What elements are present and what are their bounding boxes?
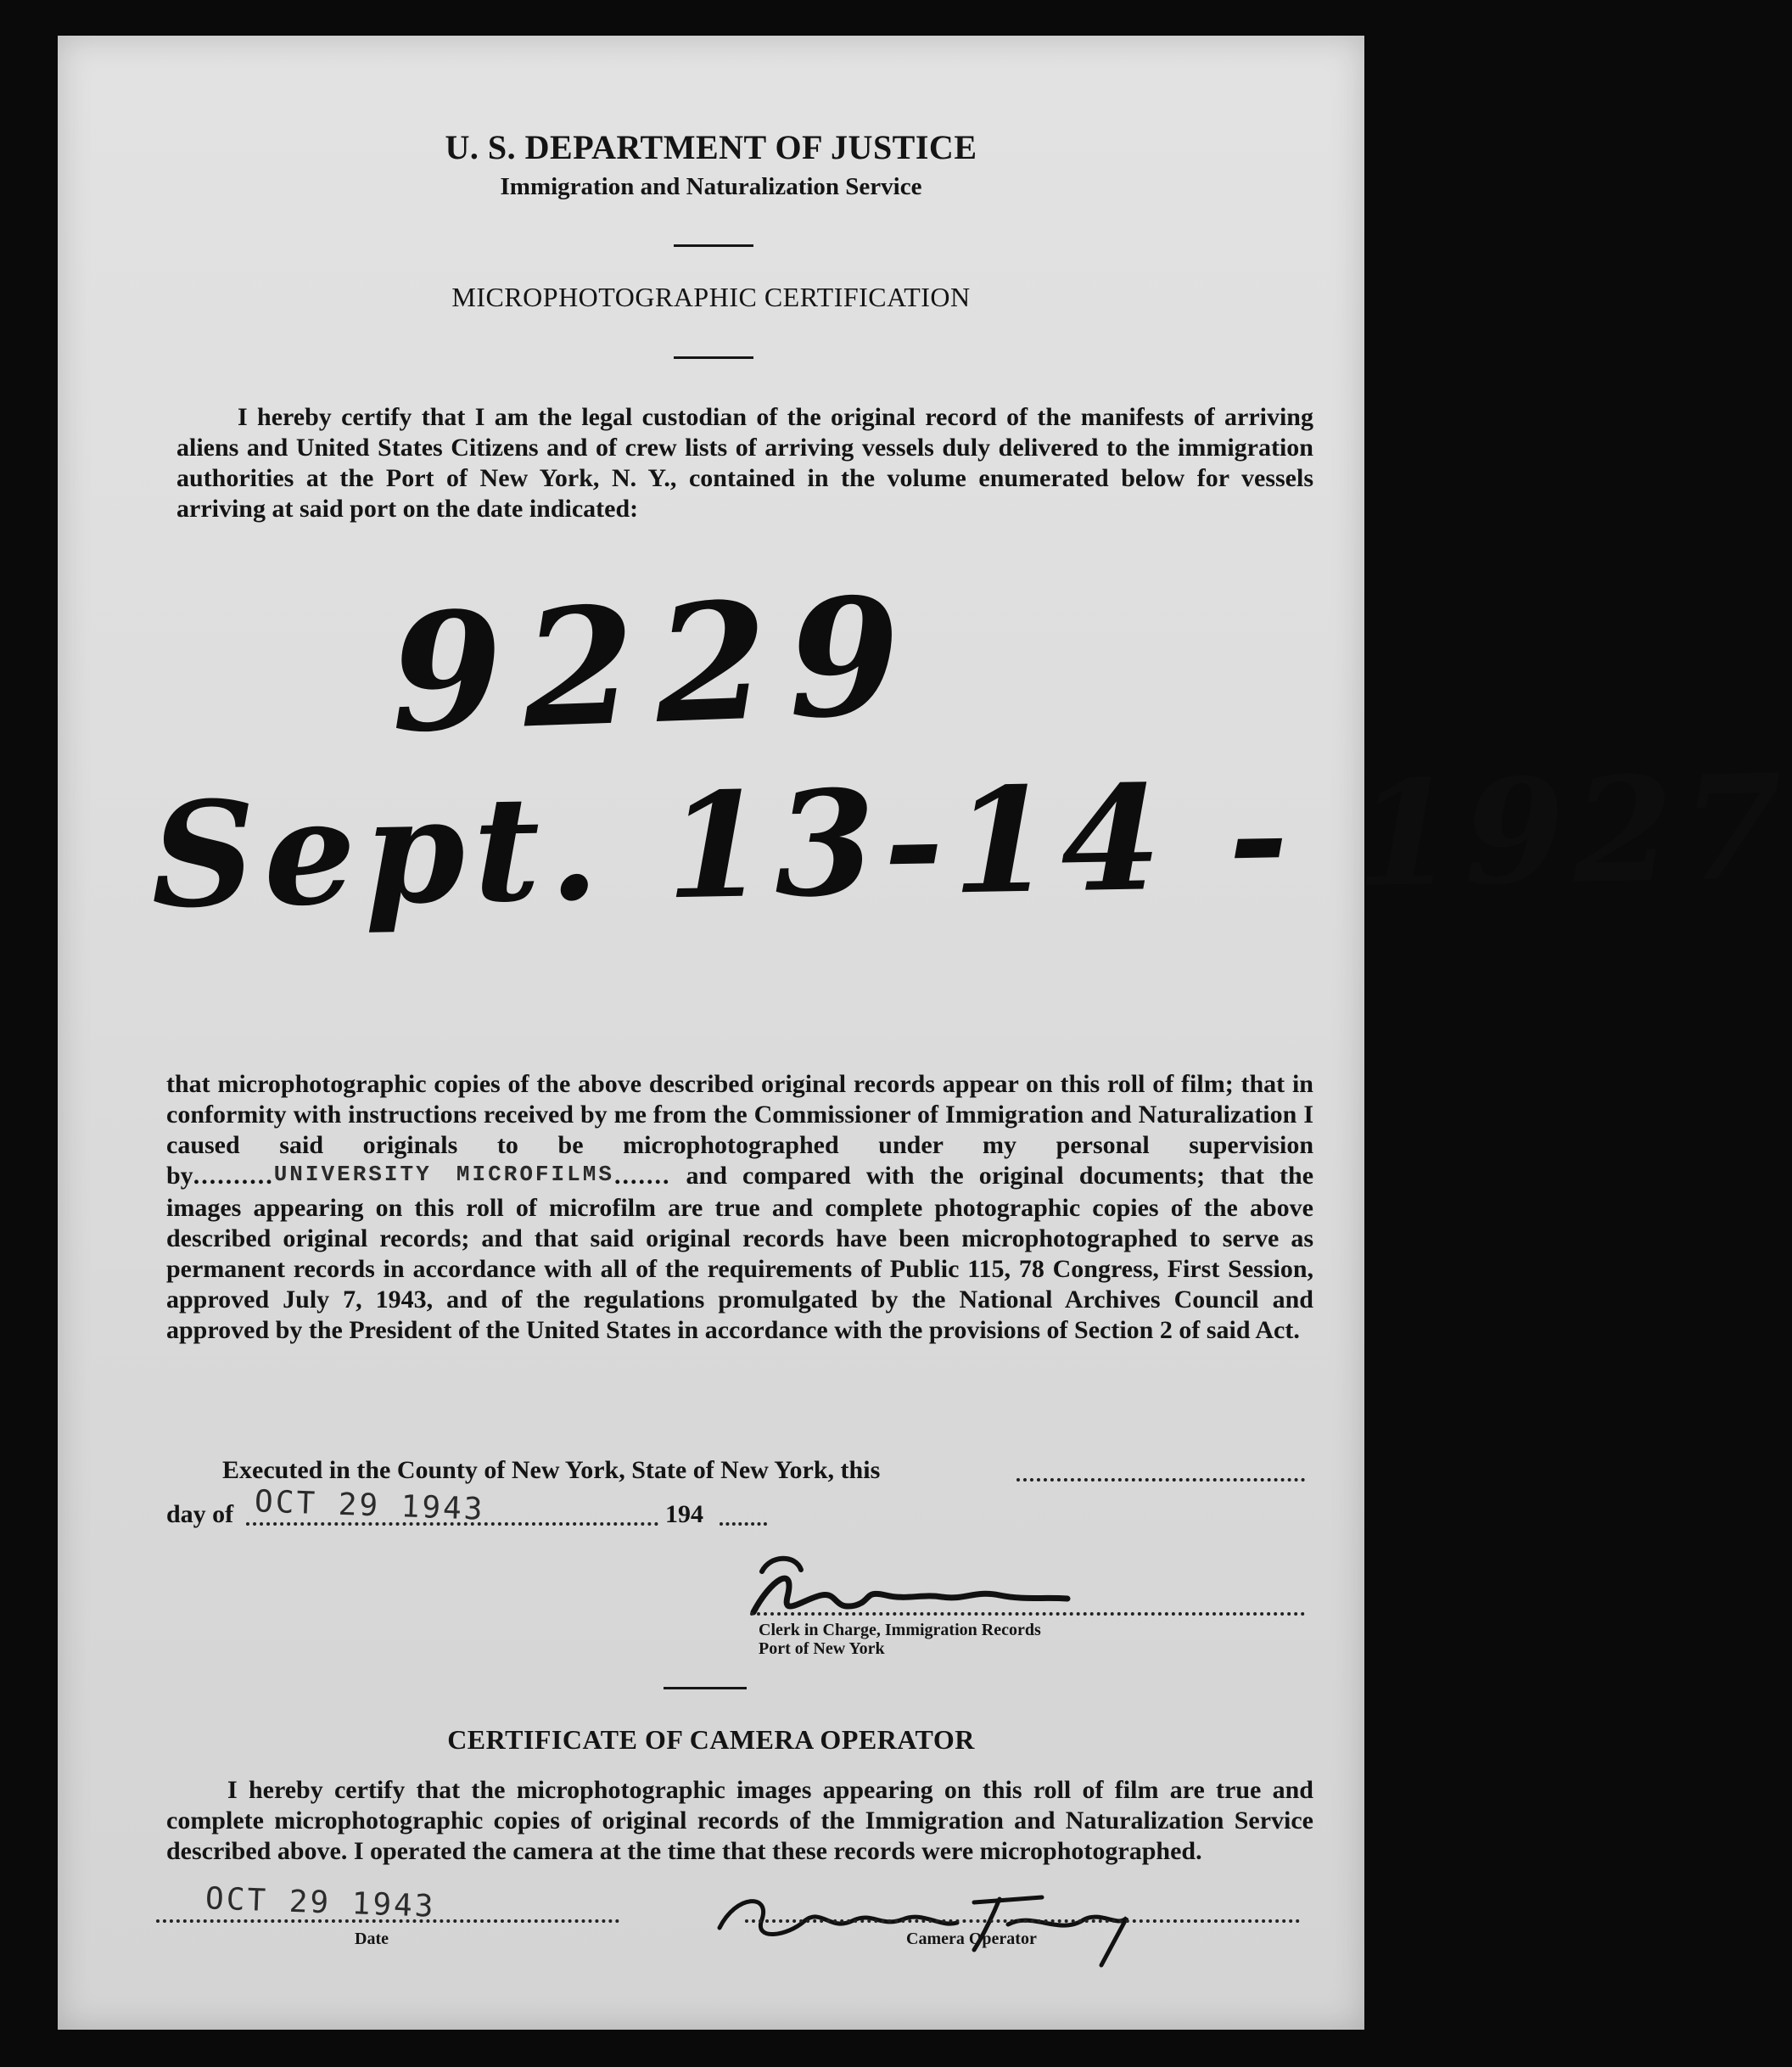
operator-date-stamp: OCT 29 1943: [204, 1881, 437, 1924]
year-label: [665, 1500, 703, 1529]
clerk-title: Clerk in Charge, Immigration Records: [759, 1621, 1041, 1639]
date-stamp: OCT 29 1943: [254, 1484, 486, 1527]
typed-company-name: UNIVERSITY MICROFILMS: [273, 1162, 614, 1187]
dotted-line: [1016, 1478, 1305, 1482]
day-of-label: day of: [166, 1500, 234, 1528]
service-subtitle: Immigration and Naturalization Service: [500, 173, 922, 200]
custodian-statement: I hereby certify that I am the legal custodian of the original record of the manifests of arriving aliens and United States Citizens and of crew lists of arriving vessels duly delivered to the immigration authorities at the Port of New York, N. Y., contained in the volume enumerated below for vessels arriving at said port on the date indicated:: [176, 403, 1313, 523]
operator-heading: CERTIFICATE OF CAMERA OPERATOR: [447, 1724, 975, 1755]
divider-rule: [674, 356, 753, 359]
camera-operator-label: Camera Operator: [906, 1930, 1037, 1948]
year-prefix: 194: [665, 1500, 703, 1528]
microfilm-statement-part-b: and compared with the original documents; that the images appearing on this roll of microfilm are true and complete photographic copies of the above described original records; and that said original records have been microphotographed to serve as permanent records in accordance with all of the requirements of Public 115, 78 Congress, First Session, approved July 7, 1943, and of the regulations promulgated by the National Archives Council and approved by the President of the United States in accordance with the provisions of Section 2 of said Act.: [166, 1162, 1314, 1344]
date-label: Date: [355, 1930, 389, 1948]
executed-line: Executed in the County of New York, State of New York, this: [222, 1456, 881, 1484]
certificate-sheet: [58, 36, 1792, 2030]
microfilm-statement-part-a: that microphotographic copies of the above described original records appear on this roll of film; that in conformity with instructions received by me from the Commissioner of Immigration and Naturalization I caused said originals to be microphotographed under my personal supervision by: [166, 1070, 1313, 1190]
dotted-fill: ..........: [193, 1162, 274, 1190]
signature-line: [745, 1919, 1300, 1923]
operator-statement: I hereby certify that the microphotographic images appearing on this roll of film are true and complete microphotographic copies of original records of the Immigration and Naturalization Service described above. I operated the camera at the time that these records were microphotographed.: [166, 1776, 1313, 1865]
microfilm-statement: [166, 1069, 1313, 1346]
certification-heading: MICROPHOTOGRAPHIC CERTIFICATION: [451, 282, 971, 312]
dotted-fill: .......: [613, 1162, 671, 1190]
signature-line: [750, 1612, 1305, 1616]
divider-rule: [664, 1687, 747, 1689]
dotted-line: [720, 1522, 767, 1526]
department-title: U. S. DEPARTMENT OF JUSTICE: [445, 128, 977, 166]
operator-signature: [703, 1877, 1144, 1970]
handwritten-record-dates: Sept. 13-14 - 1927: [149, 742, 1792, 941]
handwritten-roll-number: 9229: [387, 561, 924, 769]
clerk-location: Port of New York: [759, 1639, 885, 1658]
divider-rule: [674, 244, 753, 247]
